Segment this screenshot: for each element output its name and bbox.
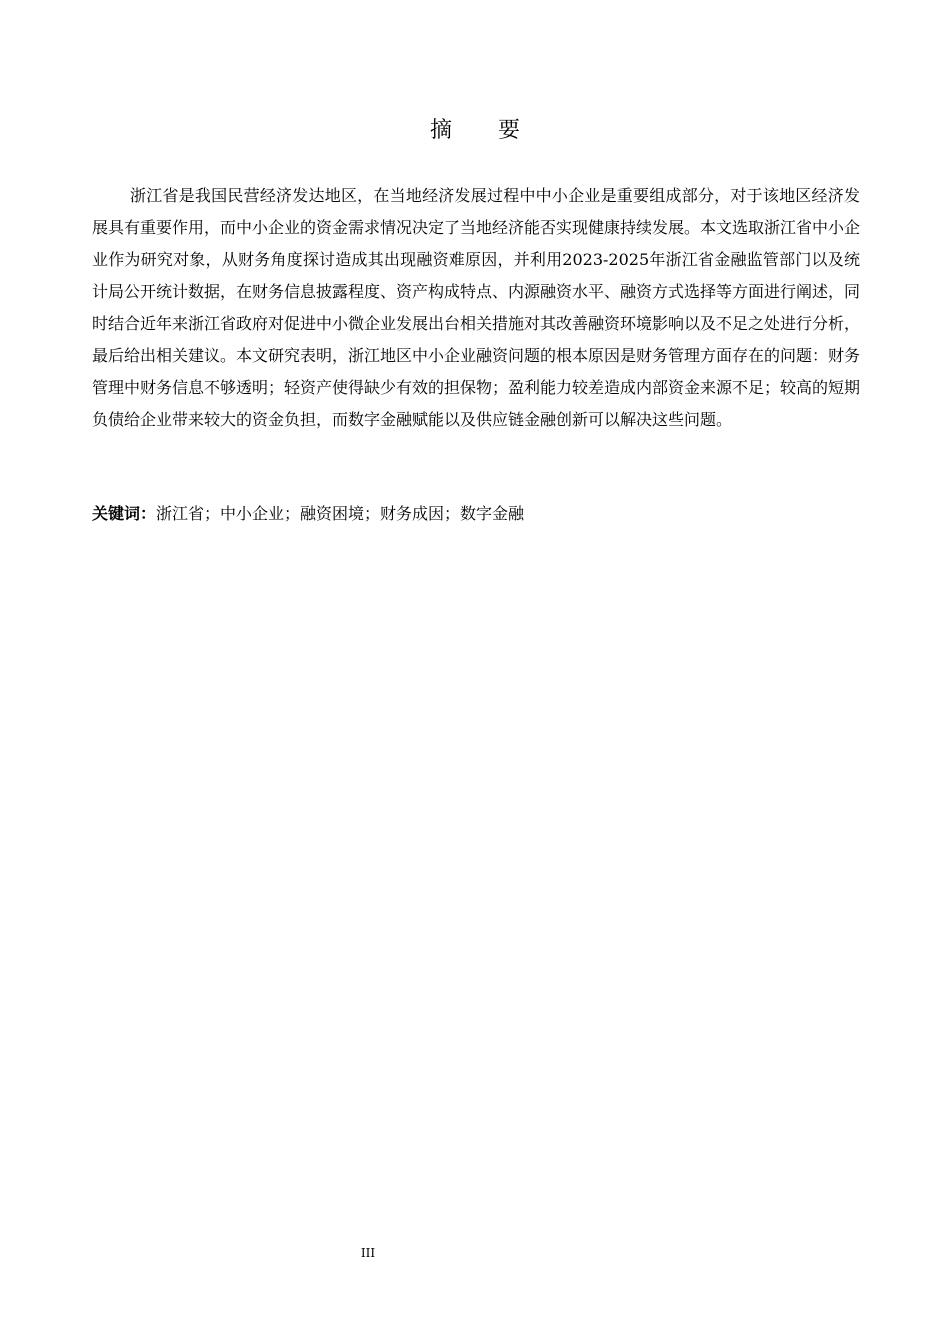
keywords-value: 浙江省；中小企业；融资困境；财务成因；数字金融 [156, 504, 525, 523]
keywords-line [92, 498, 860, 530]
abstract-body [92, 180, 860, 436]
title-char-1: 摘 [429, 118, 452, 143]
keywords-label: 关键词： [92, 504, 157, 523]
page-title [0, 114, 950, 148]
page-number: III [360, 1246, 376, 1260]
abstract-paragraph: 浙江省是我国民营经济发达地区，在当地经济发展过程中中小企业是重要组成部分，对于该地区经济发展具有重要作用，而中小企业的资金需求情况决定了当地经济能否实现健康持续发展。本文选取浙江省中小企业作为研究对象，从财务角度探讨造成其出现融资难原因，并利用2023-2025年浙江省金融监管部门以及统计局公开统计数据，在财务信息披露程度、资产构成特点、内源融资水平、融资方式选择等方面进行阐述，同时结合近年来浙江省政府对促进中小微企业发展出台相关措施对其改善融资环境影响以及不足之处进行分析，最后给出相关建议。本文研究表明，浙江地区中小企业融资问题的根本原因是财务管理方面存在的问题：财务管理中财务信息不够透明；轻资产使得缺少有效的担保物；盈利能力较差造成内部资金来源不足；较高的短期负债给企业带来较大的资金负担，而数字金融赋能以及供应链金融创新可以解决这些问题。 [92, 186, 861, 429]
title-char-2: 要 [498, 118, 521, 143]
